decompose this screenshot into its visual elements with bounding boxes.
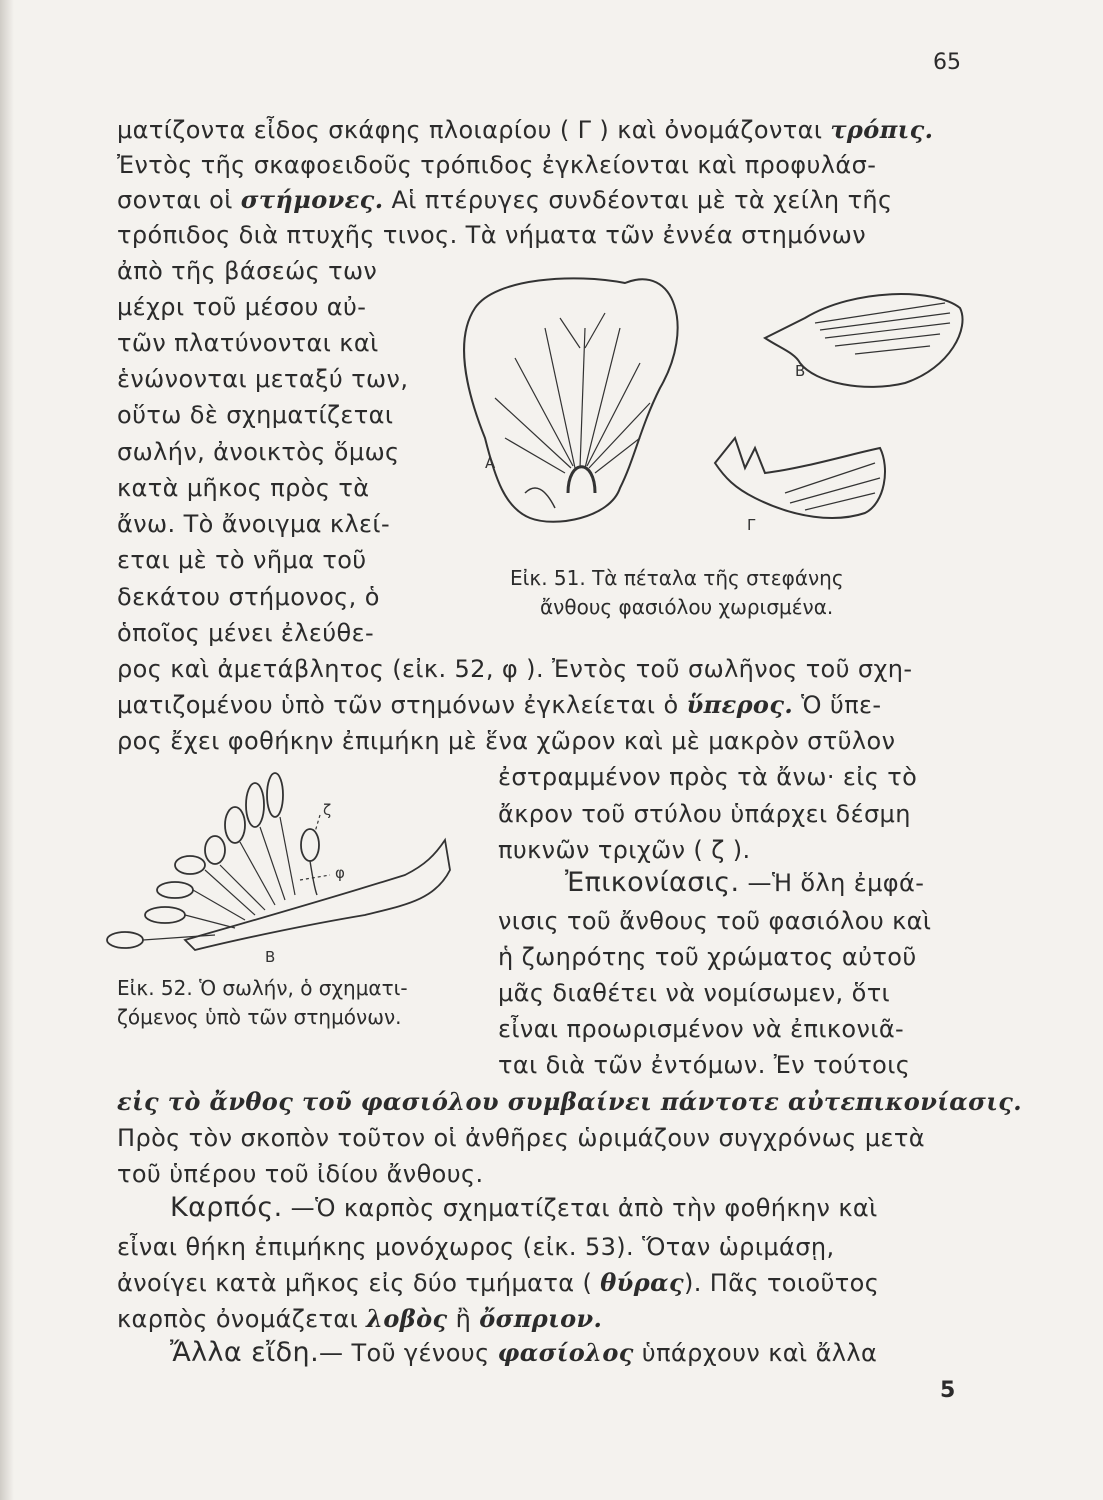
petal-c-outline xyxy=(715,438,885,518)
text-line-9: οὕτω δὲ σχηματίζεται xyxy=(117,401,394,429)
page-gutter-shadow xyxy=(0,0,14,1500)
text-line-34: καρπὸς ὀνομάζεται λοβὸς ἢ ὄσπριον. xyxy=(117,1304,603,1333)
text-line-8: ἑνώνονται μεταξύ των, xyxy=(117,365,409,393)
text-line-23: νισις τοῦ ἄνθους τοῦ φασιόλου καὶ xyxy=(498,907,932,935)
figure-52-caption-line2: ζόμενος ὑπὸ τῶν στημόνων. xyxy=(117,1005,402,1029)
petal-a-claw xyxy=(568,467,595,493)
text-line-15: ὁποῖος μένει ἐλεύθε- xyxy=(117,619,375,647)
text-line-3: σονται οἱ στήμονες. Αἱ πτέρυγες συνδέονται μὲ τὰ χείλη τῆς xyxy=(117,185,893,214)
figure-51-label-b: Β xyxy=(795,362,806,380)
text-line-13: εται μὲ τὸ νῆμα τοῦ xyxy=(117,546,367,574)
stigma xyxy=(301,829,319,861)
section-heading-pollination: Ἐπικονίασις. —Ἡ ὅλη ἐμφά- xyxy=(565,867,925,898)
figure-52-label-z: ζ xyxy=(323,801,332,819)
text-line-32: εἶναι θήκη ἐπιμήκης μονόχωρος (εἰκ. 53). Ὅταν ὡριμάσῃ, xyxy=(117,1233,835,1261)
footer-signature-number: 5 xyxy=(940,1378,956,1403)
section-heading-fruit: Καρπός. —Ὁ καρπὸς σχηματίζεται ἀπὸ τὴν φοθήκην καὶ xyxy=(170,1192,878,1223)
figure-52-caption-line1: Εἰκ. 52. Ὁ σωλήν, ὁ σχηματι- xyxy=(117,976,408,1000)
text-line-5: ἀπὸ τῆς βάσεώς των xyxy=(117,257,378,285)
text-line-26: εἶναι προωρισμένον νὰ ἐπικονιᾶ- xyxy=(498,1015,905,1043)
figure-52-stamen-tube xyxy=(105,770,475,965)
figure-51-caption-line2: ἄνθους φασιόλου χωρισμένα. xyxy=(540,595,834,619)
figure-51-petals xyxy=(435,268,975,558)
petal-a-outline xyxy=(464,278,678,521)
section-heading-other-species: Ἄλλα εἴδη.— Τοῦ γένους φασίολος ὑπάρχουν καὶ ἄλλα xyxy=(170,1337,878,1368)
figure-52-label-b: Β xyxy=(265,948,276,965)
text-line-30: τοῦ ὑπέρου τοῦ ἰδίου ἄνθους. xyxy=(117,1160,484,1188)
text-line-19: ἐστραμμένον πρὸς τὰ ἄνω· εἰς τὸ xyxy=(498,763,918,791)
text-line-20: ἄκρον τοῦ στύλου ὑπάρχει δέσμη xyxy=(498,800,911,828)
petal-a-veins xyxy=(495,313,650,473)
anthers xyxy=(107,773,283,948)
text-line-6: μέχρι τοῦ μέσου αὐ- xyxy=(117,293,367,321)
petal-b-shading xyxy=(815,303,950,354)
figure-51-label-a: Α xyxy=(485,454,496,472)
figure-51-label-c: Γ xyxy=(747,516,756,534)
text-line-11: κατὰ μῆκος πρὸς τὰ xyxy=(117,474,370,502)
text-line-18: ρος ἔχει φοθήκην ἐπιμήκη μὲ ἕνα χῶρον καὶ μὲ μακρὸν στῦλον xyxy=(117,727,896,755)
text-line-12: ἄνω. Τὸ ἄνοιγμα κλεί- xyxy=(117,510,391,538)
text-line-7: τῶν πλατύνονται καὶ xyxy=(117,329,379,357)
text-line-2: Ἐντὸς τῆς σκαφοειδοῦς τρόπιδος ἐγκλείονται καὶ προφυλάσ- xyxy=(117,151,877,179)
page-number: 65 xyxy=(933,50,961,75)
figure-51-caption-line1: Εἰκ. 51. Τὰ πέταλα τῆς στεφάνης xyxy=(510,566,844,590)
text-line-33: ἀνοίγει κατὰ μῆκος εἰς δύο τμήματα ( θύρας). Πᾶς τοιοῦτος xyxy=(117,1268,880,1297)
text-line-10: σωλήν, ἀνοικτὸς ὅμως xyxy=(117,438,400,466)
text-line-1: ματίζοντα εἶδος σκάφης πλοιαρίου ( Γ ) καὶ ὀνομάζονται τρόπις. xyxy=(117,115,934,144)
text-line-27: ται διὰ τῶν ἐντόμων. Ἐν τούτοις xyxy=(498,1051,911,1079)
text-line-17: ματιζομένου ὑπὸ τῶν στημόνων ἐγκλείεται ὁ ὕπερος. Ὁ ὕπε- xyxy=(117,690,882,719)
text-line-21: πυκνῶν τριχῶν ( ζ ). xyxy=(498,836,751,864)
text-line-24: ἡ ζωηρότης τοῦ χρώματος αὐτοῦ xyxy=(498,943,917,971)
text-line-16: ρος καὶ ἀμετάβλητος (εἰκ. 52, φ ). Ἐντὸς τοῦ σωλῆνος τοῦ σχη- xyxy=(117,655,913,683)
text-line-28: εἰς τὸ ἄνθος τοῦ φασιόλου συμβαίνει πάντοτε αὐτεπικονίασις. xyxy=(117,1087,1023,1116)
filaments xyxy=(143,817,295,940)
text-line-29: Πρὸς τὸν σκοπὸν τοῦτον οἱ ἀνθῆρες ὡριμάζουν συγχρόνως μετὰ xyxy=(117,1124,925,1152)
petal-c-shading xyxy=(785,463,880,510)
figure-52-label-f: φ xyxy=(335,864,345,882)
text-line-14: δεκάτου στήμονος, ὁ xyxy=(117,583,380,611)
text-line-4: τρόπιδος διὰ πτυχῆς τινος. Τὰ νήματα τῶν ἐννέα στημόνων xyxy=(117,221,867,249)
text-line-25: μᾶς διαθέτει νὰ νομίσωμεν, ὅτι xyxy=(498,979,891,1007)
